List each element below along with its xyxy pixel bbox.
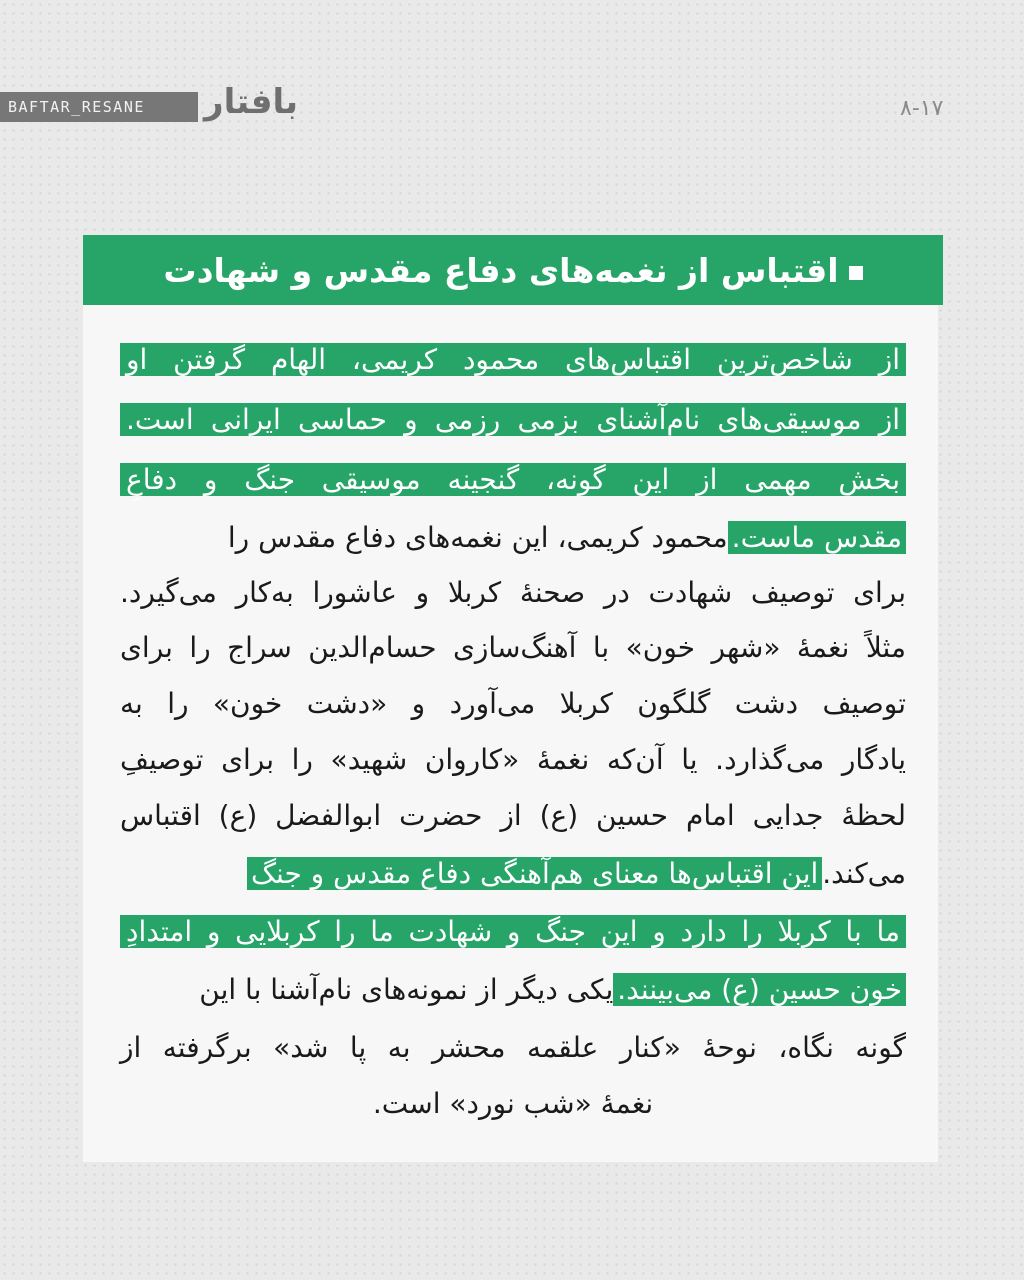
body-line-14: نغمهٔ «شب نورد» است. — [372, 1087, 654, 1120]
title-bar — [83, 235, 943, 305]
body-line-8: یادگار می‌گذارد. یا آن‌که نغمهٔ «کاروان شهید» را برای توصیفِ — [120, 743, 906, 776]
highlight-line-1: از شاخص‌ترین اقتباس‌های محمود کریمی، الهام گرفتن او — [120, 343, 906, 376]
body-line-4 — [228, 510, 906, 566]
body-line-4-rest: محمود کریمی، این نغمه‌های دفاع مقدس را — [227, 521, 728, 554]
body-line-6: مثلاً نغمهٔ «شهر خون» با آهنگ‌سازی حسام‌الدین سراج را برای — [120, 631, 906, 664]
body-line-10-plain: می‌کند. — [822, 857, 906, 890]
body-line-2 — [120, 392, 906, 448]
body-line-5: برای توصیف شهادت در صحنهٔ کربلا و عاشورا به‌کار می‌گیرد. — [120, 576, 906, 609]
body-line-13: گونه نگاه، نوحهٔ «کنار علقمه محشر به پا شد» برگرفته از — [120, 1031, 906, 1064]
body-line-7: توصیف دشت گلگون کربلا می‌آورد و «دشت خون» را به — [120, 687, 906, 720]
body-line-12 — [199, 962, 906, 1018]
highlight-line-10: این اقتباس‌ها معنای هم‌آهنگی دفاع مقدس و جنگ — [247, 857, 822, 890]
body-line-3 — [120, 452, 906, 508]
body-line-11 — [120, 904, 906, 960]
highlight-line-4: مقدس ماست. — [728, 521, 906, 554]
issue-number: ۸-۱۷ — [900, 96, 944, 121]
body-line-10 — [247, 846, 906, 902]
body-line-9: لحظهٔ جدایی امام حسین (ع) از حضرت ابوالفضل (ع) اقتباس — [120, 799, 906, 832]
brand-tag: BAFTAR_RESANE — [0, 92, 198, 122]
page-title: اقتباس از نغمه‌های دفاع مقدس و شهادت — [163, 250, 839, 290]
highlight-line-11: ما با کربلا را دارد و این جنگ و شهادت ما را کربلایی و امتدادِ — [120, 915, 906, 948]
brand-logo: بافتار — [204, 82, 299, 122]
body-line-12-rest: یکی دیگر از نمونه‌های نام‌آشنا با این — [199, 973, 614, 1006]
body-line-1 — [120, 332, 906, 388]
highlight-line-2: از موسیقی‌های نام‌آشنای بزمی‌ رزمی و حماسی ایرانی است. — [120, 403, 906, 436]
title-bullet-icon — [849, 266, 863, 280]
highlight-line-12: خون حسین (ع) می‌بینند. — [613, 973, 906, 1006]
highlight-line-3: بخش مهمی از این گونه، گنجینه موسیقی جنگ و دفاعِ — [120, 463, 906, 496]
